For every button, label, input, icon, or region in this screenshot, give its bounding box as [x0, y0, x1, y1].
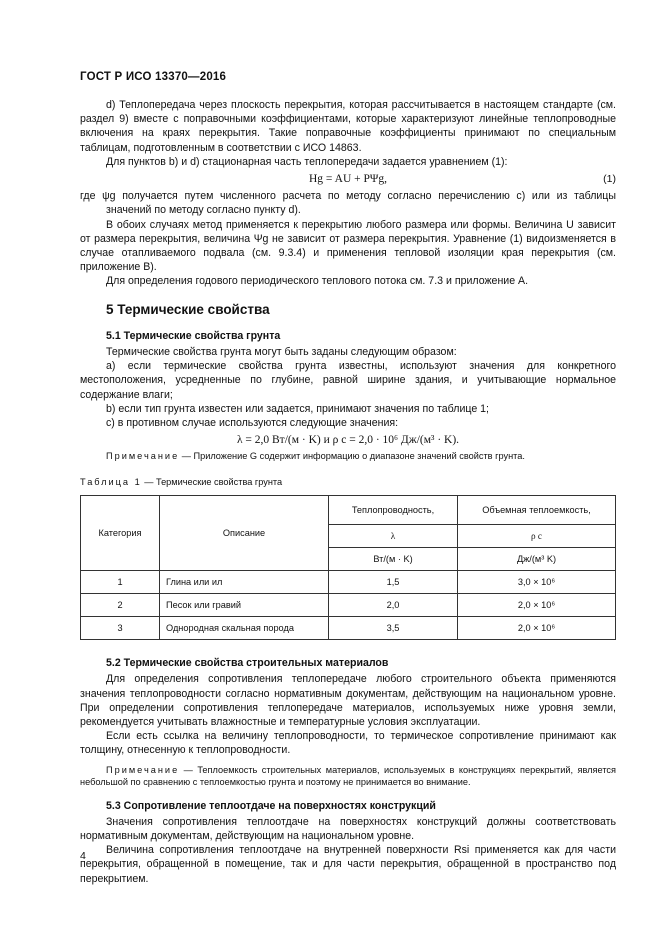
- note-label: Примечание: [106, 451, 180, 462]
- table-caption-text: — Термические свойства грунта: [141, 476, 283, 487]
- list-item-b: b) если тип грунта известен или задается, принимают значения по таблице 1;: [106, 402, 489, 415]
- header-conductivity: Теплопроводность,: [329, 496, 458, 525]
- section-5-2-title: 5.2 Термические свойства строительных материалов: [106, 657, 389, 670]
- header-description: Описание: [160, 496, 329, 571]
- header-conductivity-symbol: λ: [329, 525, 458, 548]
- list-item-a: а) если термические свойства грунта известны, используют значения для конкретного местоположения, усредненные по глубине, равной ширине здания, и учитывающие нормальное содержание влаги;: [80, 360, 616, 401]
- section-5-3-title: 5.3 Сопротивление теплоотдаче на поверхностях конструкций: [106, 799, 436, 812]
- row-capacity: 2,0 × 10⁶: [458, 617, 616, 640]
- row-capacity: 2,0 × 10⁶: [458, 594, 616, 617]
- document-header: ГОСТ Р ИСО 13370—2016: [80, 71, 227, 83]
- page-number: 4: [80, 850, 86, 862]
- table-row: [81, 571, 616, 594]
- note-text: — Теплоемкость строительных материалов, используемых в конструкциях перекрытий, является небольшой по сравнению с теплоемкостью грунта и поэтому не принимается во внимание.: [80, 764, 616, 788]
- equation-1: [80, 172, 616, 186]
- note-label: Примечание: [106, 764, 180, 775]
- row-category: 2: [81, 594, 160, 617]
- row-capacity: 3,0 × 10⁶: [458, 571, 616, 594]
- row-conductivity: 1,5: [329, 571, 458, 594]
- row-category: 3: [81, 617, 160, 640]
- paragraph-item-d: d) Теплопередача через плоскость перекрытия, которая рассчитывается в настоящем стандарте (см. раздел 9) вместе с поправочными коэффициентами, которые характеризуют линейные теплопроводные включения на краях перекрытия. Такие поправочные коэффициенты принимают по специальным таблицам, подготовленным в соответствии с ИСО 14863.: [80, 99, 616, 154]
- header-category: Категория: [81, 496, 160, 571]
- table-caption-label: Таблица 1: [80, 476, 142, 487]
- note-5-2: [80, 764, 616, 789]
- table-row: [81, 594, 616, 617]
- equation-1-text: Hg = AU + PΨg,: [308, 173, 387, 186]
- section-5-title: 5 Термические свойства: [106, 301, 270, 317]
- list-item-c: с) в противном случае используются следующие значения:: [106, 417, 399, 430]
- header-conductivity-unit: Вт/(м · K): [329, 548, 458, 571]
- row-description: Однородная скальная порода: [160, 617, 329, 640]
- table-row: [81, 617, 616, 640]
- paragraph-where: где ψg получается путем численного расчета по методу согласно перечислению с) или из таблицы значений по методу согласно пункту d).: [80, 190, 616, 217]
- note-5-1: [80, 450, 616, 463]
- paragraph-method: В обоих случаях метод применяется к перекрытию любого размера или формы. Величина U зависит от размера перекрытия, величина Ψg не зависит от размера перекрытия. Уравнение (1) видоизменяется в случае отапливаемого подвала (см. 9.3.4) и применения тепловой изоляции края перекрытия (см. приложение В).: [80, 218, 616, 274]
- header-capacity-symbol: ρ c: [458, 525, 616, 548]
- note-text: — Приложение G содержит информацию о диапазоне значений свойств грунта.: [179, 451, 525, 462]
- default-values-formula: λ = 2,0 Вт/(м · K) и ρ c = 2,0 · 10⁶ Дж/(м³ · K).: [236, 434, 460, 447]
- equation-1-number: (1): [603, 173, 616, 186]
- paragraph-annual-flow: Для определения годового периодического теплового потока см. 7.3 и приложение А.: [106, 275, 529, 288]
- header-capacity-unit: Дж/(м³ K): [458, 548, 616, 571]
- row-category: 1: [81, 571, 160, 594]
- table-1-caption: [80, 475, 616, 489]
- paragraph-5-2-2: Если есть ссылка на величину теплопроводности, то термическое сопротивление принимают как толщину, отнесенную к теплопроводности.: [80, 730, 616, 757]
- section-5-1-title: 5.1 Термические свойства грунта: [106, 329, 281, 342]
- document-body: [80, 98, 616, 886]
- paragraph-5-1-intro: Термические свойства грунта могут быть заданы следующим образом:: [106, 346, 457, 359]
- header-capacity: Объемная теплоемкость,: [458, 496, 616, 525]
- row-description: Глина или ил: [160, 571, 329, 594]
- row-conductivity: 3,5: [329, 617, 458, 640]
- paragraph-equation-intro: Для пунктов b) и d) стационарная часть теплопередачи задается уравнением (1):: [106, 155, 508, 168]
- paragraph-5-3-1: Значения сопротивления теплоотдаче на поверхностях конструкций должны соответствовать нормативным документам, действующим на национальном уровне.: [80, 815, 616, 842]
- soil-properties-table: [80, 495, 616, 640]
- paragraph-5-3-2: Величина сопротивления теплоотдаче на внутренней поверхности Rsi применяется как для части перекрытия, обращенной в помещение, так и для части перекрытия, обращенной в пространство под перекрытием.: [80, 844, 616, 885]
- row-conductivity: 2,0: [329, 594, 458, 617]
- paragraph-5-2-1: Для определения сопротивления теплопередаче любого строительного объекта применяются значения теплопроводности согласно нормативным документам, действующим на национальном уровне. При определении сопротивления теплопередаче материалов, используемых ниже уровня земли, рекомендуется учитывать влажностные и температурные условия эксплуатации.: [80, 673, 616, 728]
- row-description: Песок или гравий: [160, 594, 329, 617]
